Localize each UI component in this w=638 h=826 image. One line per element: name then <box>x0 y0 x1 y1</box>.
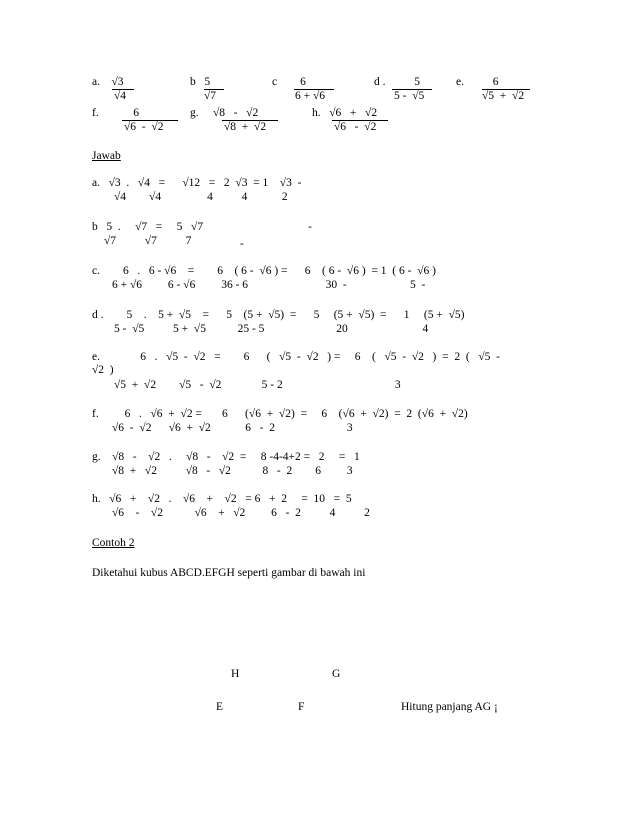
problem-e-denominator: √5 + √2 <box>482 90 525 102</box>
question-text: Hitung panjang AG ¡ <box>401 701 498 713</box>
problem-b-denominator: √7 <box>204 90 217 102</box>
solution-e-top: e. 6 . √5 - √2 = 6 ( √5 - √2 ) = 6 ( √5 - √2 ) = 2 ( √5 - <box>92 351 500 363</box>
cube-label-e: E <box>216 701 224 713</box>
solution-e-bottom: √5 + √2 √5 - √2 5 - 2 3 <box>114 379 401 391</box>
solution-d-top: d . 5 . 5 + √5 = 5 (5 + √5) = 5 (5 + √5) = 1 (5 + √5) <box>92 309 465 321</box>
solution-g-bottom: √8 + √2 √8 - √2 8 - 2 6 3 <box>112 465 353 477</box>
solution-b-top: b 5 . √7 = 5 √7 <box>92 221 204 233</box>
solution-b-mark: - <box>308 221 312 233</box>
problem-text: Diketahui kubus ABCD.EFGH seperti gambar di bawah ini <box>92 567 366 579</box>
solution-d-bottom: 5 - √5 5 + √5 25 - 5 20 4 <box>114 323 429 335</box>
problem-d-numerator: d . 5 <box>374 76 441 88</box>
solution-f-top: f. 6 . √6 + √2 = 6 (√6 + √2) = 6 (√6 + √2) = 2 (√6 + √2) <box>92 408 468 420</box>
solution-b-bottom: √7 √7 7 <box>104 235 192 247</box>
contoh-heading: Contoh 2 <box>92 537 135 549</box>
solution-h-bottom: √6 - √2 √6 + √2 6 - 2 4 2 <box>112 507 370 519</box>
solution-f-bottom: √6 - √2 √6 + √2 6 - 2 3 <box>112 422 353 434</box>
solution-b-mark2: - <box>240 238 244 250</box>
solution-a-top: a. √3 . √4 = √12 = 2 √3 = 1 √3 - <box>92 177 302 189</box>
problem-c-denominator: 6 + √6 <box>295 90 326 102</box>
solution-g-top: g. √8 - √2 . √8 - √2 = 8 -4-4+2 = 2 = 1 <box>92 451 360 463</box>
problem-c-numerator: c 6 <box>272 76 332 88</box>
problem-h-numerator: h. √6 + √2 <box>312 107 383 119</box>
problem-b-numerator: b 5 <box>190 76 234 88</box>
solution-c-top: c. 6 . 6 - √6 = 6 ( 6 - √6 ) = 6 ( 6 - √6 ) = 1 ( 6 - √6 ) <box>92 265 436 277</box>
jawab-heading: Jawab <box>92 150 121 162</box>
problem-f-denominator: √6 - √2 <box>124 121 164 133</box>
cube-label-f: F <box>298 701 305 713</box>
problem-g-denominator: √8 + √2 <box>224 121 267 133</box>
solution-e-mid: √2 ) <box>92 364 114 376</box>
problem-a-denominator: √4 <box>114 90 127 102</box>
solution-a-bottom: √4 √4 4 4 2 <box>114 191 288 203</box>
problem-e-numerator: e. 6 <box>456 76 499 88</box>
problem-h-denominator: √6 - √2 <box>334 121 377 133</box>
problem-d-denominator: 5 - √5 <box>394 90 425 102</box>
cube-label-h: H <box>231 668 240 680</box>
solution-c-bottom: 6 + √6 6 - √6 36 - 6 30 - 5 - <box>112 279 426 291</box>
problem-g-numerator: g. √8 - √2 <box>190 107 264 119</box>
problem-f-numerator: f. 6 <box>92 107 148 119</box>
problem-a-numerator: a. √3 <box>92 76 133 88</box>
solution-h-top: h. √6 + √2 . √6 + √2 = 6 + 2 = 10 = 5 <box>92 493 352 505</box>
cube-label-g: G <box>332 668 341 680</box>
